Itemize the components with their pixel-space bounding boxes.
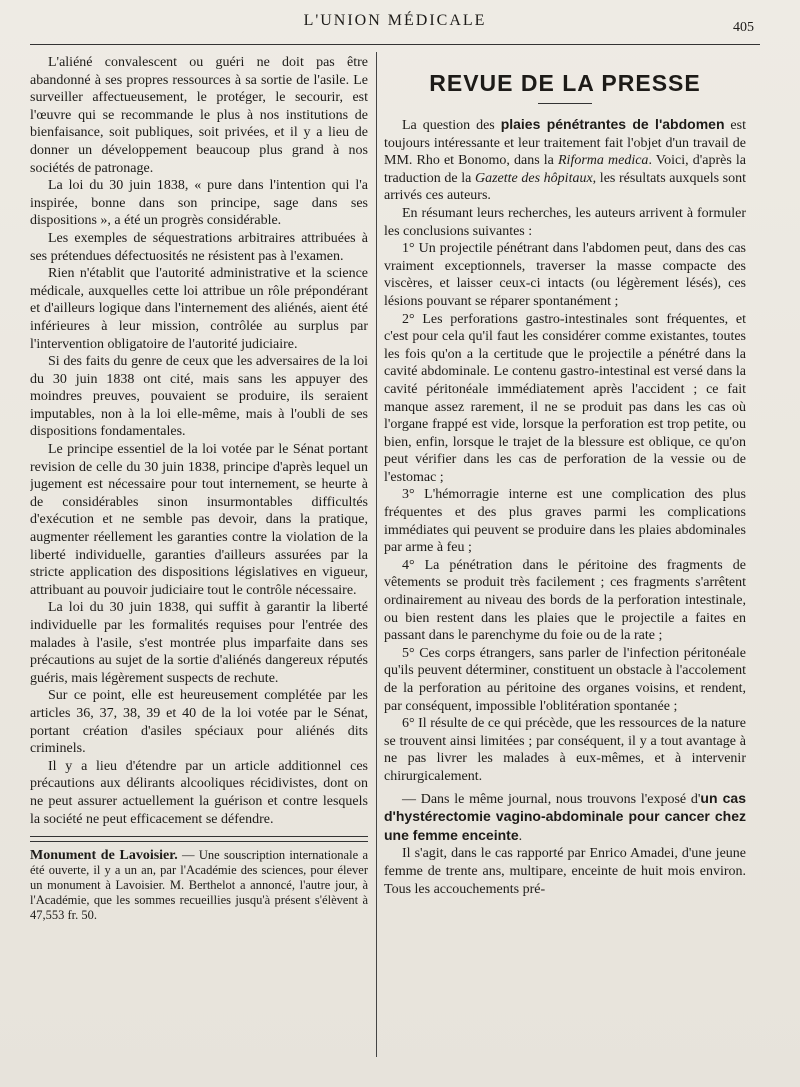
right-paragraph: En résumant leurs recherches, les auteurs arrivent à formuler les conclusions suivantes : xyxy=(384,205,746,239)
conclusion-item: 6° Il résulte de ce qui précède, que les ressources de la nature se trouvent ainsi limitées ; par conséquent, il y a tout avantage à ne pas livrer les malades à eux-mêmes, et à intervenir chirurgicalement. xyxy=(384,716,746,784)
journal-name: Riforma medica xyxy=(558,153,649,169)
right-column xyxy=(384,62,746,1072)
left-paragraph: Rien n'établit que l'autorité administrative et la science médicale, auxquelles cette loi attribue un rôle prépondérant et d'ailleurs logique dans l'internement des aliénés, aient été inférieures à leur mission, contrôlée au surplus par l'intervention obligatoire de l'autorité judiciaire. xyxy=(30,266,368,352)
intro-text: . Voici, d'après la traduction de la xyxy=(384,153,746,186)
left-paragraph: Il y a lieu d'étendre par un article additionnel ces précautions aux délirants alcooliques récidivistes, dont on ne peut assurer actuellement la guérison et contre lesquels la société ne peut efficacement se défendre. xyxy=(30,758,368,827)
left-paragraph: Sur ce point, elle est heureusement complétée par les articles 36, 37, 38, 39 et 40 de la loi votée par le Sénat, portant création d'asiles spéciaux pour aliénés dits criminels. xyxy=(30,688,368,757)
intro-text: , les résultats auxquels sont arrivés ces auteurs. xyxy=(384,170,746,204)
journal-name: Gazette des hôpitaux xyxy=(474,170,593,186)
conclusion-item: 2° Les perforations gastro-intestinales sont fréquentes, et c'est pour cela qu'il faut les considérer comme existantes, toutes les fois qu'on a la certitude que le projectile a pénétré dans la cavité abdominale. Le contenu gastro-intestinal est versé dans la cavité péritonéale immédiatement après l'accident ; ce fait manque assez rarement, il ne se produit pas dans les cas où l'organe frappé est vide, lorsque la perforation est trop petite, ou bien, enfin, lorsque le trajet de la blessure est oblique, ce qu'on peut vérifier dans les cas de perforation de la vessie ou de l'estomac ; xyxy=(384,311,746,485)
conclusion-item: 5° Ces corps étrangers, sans parler de l'infection péritonéale qu'ils peuvent déterminer, constituent un obstacle à l'accolement de la perforation au péritoine des organes voisins, et rendent, par conséquent, impossible l'oblitération spontanée ; xyxy=(384,645,746,714)
running-head xyxy=(30,12,760,38)
note-text: — Une souscription internationale a été ouverte, il y a un an, par l'Académie des sciences, pour élever un monument à Lavoisier. M. Berthelot a annoncé, l'autre jour, à l'Académie, que les sommes recueillies jusqu'à présent s'élèvent à 47,553 fr. 50. xyxy=(30,848,368,923)
running-title: L'UNION MÉDICALE xyxy=(303,12,487,29)
column-divider xyxy=(376,52,377,1057)
left-paragraph: Les exemples de séquestrations arbitraires attribuées à ses prétendues défectuosités ne résistent pas à l'examen. xyxy=(30,230,368,264)
left-column xyxy=(30,54,368,1064)
section-separator xyxy=(30,836,368,842)
left-paragraph: Le principe essentiel de la loi votée par le Sénat portant revision de celle du 30 juin 1838, principe d'après lequel un jugement est nécessaire pour tout internement, se heurte à de considérables sinon insurmontables difficultés d'exécution et ne semble pas devoir, dans la pratique, augmenter réellement les garanties contre la violation de la liberté individuelle, garanties d'ailleurs assurées par la stricte application des dispositions législatives en vigueur, attribuant au pouvoir judiciaire tout le contrôle nécessaire. xyxy=(30,442,368,598)
case-paragraph xyxy=(384,790,746,846)
case-end: . xyxy=(518,828,523,844)
intro-text: est toujours intéressante et leur traitement fait l'objet d'un travail de MM. Rho et Bonomo, dans la xyxy=(384,118,746,169)
intro-text: La question des xyxy=(402,118,501,133)
case-intro: — Dans le même journal, nous trouvons l'exposé d' xyxy=(402,791,701,807)
left-paragraph: L'aliéné convalescent ou guéri ne doit pas être abandonné à ses propres ressources à sa sortie de l'asile. Le surveiller affectueusement, le protéger, le secourir, est l'œuvre qui se recommande le plus à nos institutions de bienfaisance, soit publiques, soit privées, et il y a lieu de donner un développement beaucoup plus grand à nos sociétés de patronage. xyxy=(30,55,368,176)
note-title: Monument de Lavoisier. xyxy=(30,848,178,864)
left-paragraph: Si des faits du genre de ceux que les adversaires de la loi du 30 juin 1838 ont cité, mais sans les appuyer des moindres preuves, pouvaient se produire, ils seraient imputables, non à la loi elle-même, mais à l'oubli de ses dispositions fondamentales. xyxy=(30,354,368,440)
intro-topic: plaies pénétrantes de l'abdomen xyxy=(500,116,725,132)
header-rule xyxy=(30,44,760,45)
right-paragraph: Il s'agit, dans le cas rapporté par Enrico Amadei, d'une jeune femme de trente ans, multipare, enceinte de huit mois environ. Tous les accouchements pré- xyxy=(384,846,746,897)
lavoisier-note xyxy=(30,848,368,923)
section-title: REVUE DE LA PRESSE xyxy=(429,70,701,96)
intro-paragraph xyxy=(384,116,746,205)
conclusion-item: 3° L'hémorragie interne est une complication des plus fréquentes et des plus graves parmi les complications immédiates qui peuvent se produire dans les plaies abdominales par arme à feu ; xyxy=(384,487,746,556)
left-paragraph: La loi du 30 juin 1838, « pure dans l'intention qui l'a inspirée, bonne dans son principe, sage dans ses dispositions », a été un progrès considérable. xyxy=(30,178,368,229)
case-topic: un cas d'hystérectomie vagino-abdominale pour cancer chez une femme enceinte xyxy=(384,789,746,843)
page-number: 405 xyxy=(733,20,754,35)
left-paragraph: La loi du 30 juin 1838, qui suffit à garantir la liberté individuelle par les formalités requises pour l'entrée des malades à l'asile, s'est montrée plus imparfaite dans ses précautions au sujet de la sortie d'aliénés dangereux réputés guéris, mais légèrement suspects de rechute. xyxy=(30,600,368,686)
title-rule xyxy=(538,103,592,104)
conclusion-item: 1° Un projectile pénétrant dans l'abdomen peut, dans des cas vraiment exceptionnels, traverser la masse compacte des viscères, et laisser ceux-ci intacts (ou légèrement lésés), ces lésions pouvant se réparer spontanément ; xyxy=(384,241,746,309)
conclusion-item: 4° La pénétration dans le péritoine des fragments de vêtements se produit très facilement ; ces fragments s'arrêtent ordinairement au niveau des bords de la perforation intestinale, ou bien restent dans les plaies que le projectile a faites en passant dans le parenchyme du foie ou de la rate ; xyxy=(384,557,746,644)
